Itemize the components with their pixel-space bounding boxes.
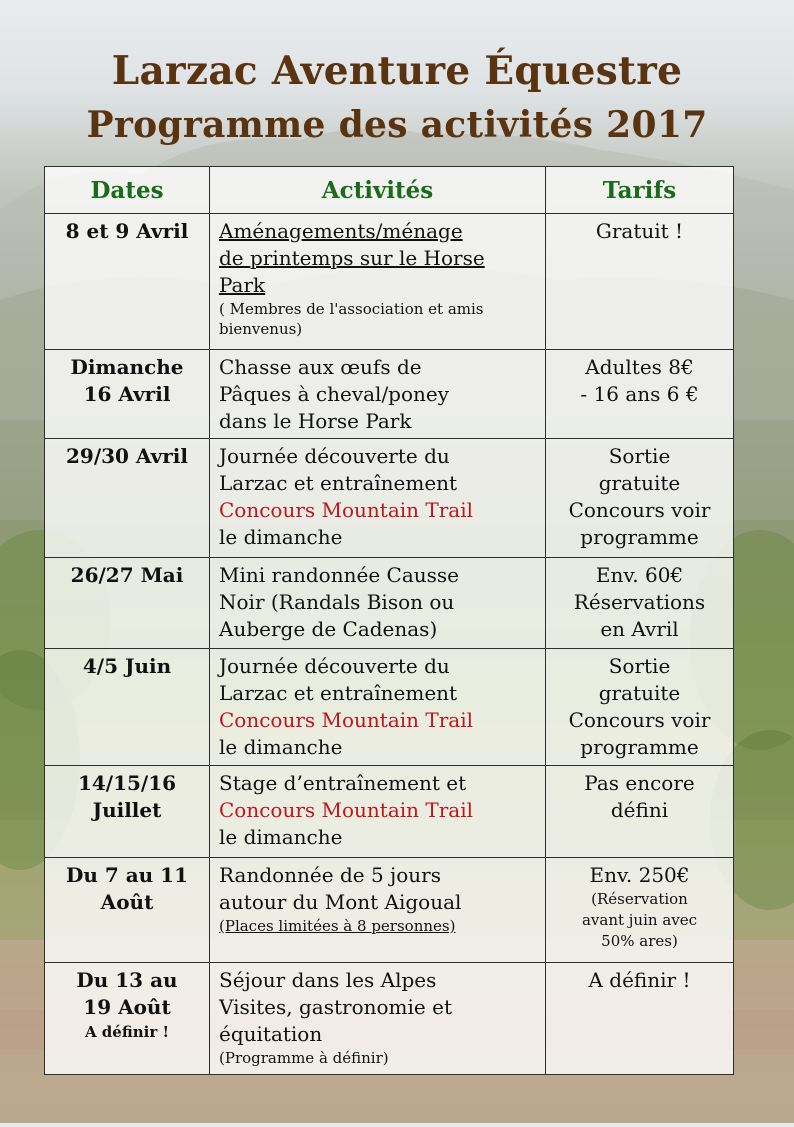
- row-activity: [210, 649, 546, 766]
- tarif-line: programme: [580, 525, 699, 549]
- date-line: Juillet: [92, 798, 162, 822]
- tarif-line: Concours voir: [568, 708, 711, 732]
- activity-line: Journée découverte du: [219, 444, 450, 468]
- activity-note: (Places limitées à 8 personnes): [219, 917, 456, 935]
- row-activity: [210, 963, 546, 1075]
- row-date: [45, 766, 210, 858]
- activity-line: Park: [219, 273, 266, 297]
- tarif-line: Concours voir: [568, 498, 711, 522]
- table-row: [45, 766, 734, 858]
- activity-line: Aménagements/ménage: [219, 219, 463, 243]
- tarif-line: Sortie: [608, 444, 671, 468]
- row-tarif: [546, 649, 734, 766]
- tarif-line: programme: [580, 735, 699, 759]
- tarif-line: Env. 250€: [589, 863, 690, 887]
- table-row: [45, 649, 734, 766]
- activity-line: Séjour dans les Alpes: [219, 968, 437, 992]
- date-line: 26/27 Mai: [70, 563, 184, 587]
- activity-note: bienvenus): [219, 320, 303, 338]
- date-line: Dimanche: [70, 355, 184, 379]
- tarif-line: Gratuit !: [595, 219, 684, 243]
- tarif-line: Env. 60€: [595, 563, 684, 587]
- date-line: 8 et 9 Avril: [65, 219, 189, 243]
- row-tarif: [546, 766, 734, 858]
- row-tarif: [546, 963, 734, 1075]
- activity-line: le dimanche: [219, 825, 343, 849]
- tarif-line: - 16 ans 6 €: [580, 382, 699, 406]
- tarif-line: défini: [610, 798, 669, 822]
- row-date: [45, 858, 210, 963]
- activity-line: le dimanche: [219, 525, 343, 549]
- date-line: 19 Août: [83, 995, 171, 1019]
- tarif-line: en Avril: [600, 617, 679, 641]
- tarif-line: Adultes 8€: [585, 355, 694, 379]
- row-date: [45, 649, 210, 766]
- date-line: Du 7 au 11: [65, 863, 189, 887]
- date-note: A définir !: [84, 1023, 170, 1041]
- activity-line: Stage d’entraînement et: [219, 771, 467, 795]
- row-tarif: [546, 558, 734, 649]
- activity-line-highlight: Concours Mountain Trail: [219, 798, 474, 822]
- table-row: [45, 963, 734, 1075]
- activity-line: Visites, gastronomie et: [219, 995, 452, 1019]
- tarif-note: (Réservation: [591, 890, 688, 908]
- row-tarif: [546, 350, 734, 439]
- table-row: [45, 214, 734, 350]
- table-row: [45, 439, 734, 558]
- row-activity: [210, 858, 546, 963]
- header-dates: Dates: [45, 167, 210, 214]
- tarif-line: A définir !: [588, 968, 691, 992]
- activity-line: autour du Mont Aigoual: [219, 890, 462, 914]
- activity-line: Randonnée de 5 jours: [219, 863, 441, 887]
- date-line: Août: [100, 890, 154, 914]
- activity-line: Mini randonnée Causse: [219, 563, 459, 587]
- table-row: [45, 558, 734, 649]
- activity-line: Chasse aux œufs de: [219, 355, 422, 379]
- activity-note: ( Membres de l'association et amis: [219, 300, 484, 318]
- activity-line: Larzac et entraînement: [219, 471, 458, 495]
- activity-line: Pâques à cheval/poney: [219, 382, 450, 406]
- tarif-line: Pas encore: [584, 771, 695, 795]
- header-tarifs: Tarifs: [546, 167, 734, 214]
- row-date: [45, 558, 210, 649]
- activity-line: Auberge de Cadenas): [219, 617, 438, 641]
- row-tarif: [546, 858, 734, 963]
- activity-line-highlight: Concours Mountain Trail: [219, 708, 474, 732]
- activity-line: dans le Horse Park: [219, 409, 412, 433]
- row-activity: [210, 439, 546, 558]
- row-activity: [210, 350, 546, 439]
- activity-line: Larzac et entraînement: [219, 681, 458, 705]
- program-table: [44, 166, 734, 1075]
- row-activity: [210, 214, 546, 350]
- row-activity: [210, 766, 546, 858]
- activity-line: Noir (Randals Bison ou: [219, 590, 455, 614]
- tarif-line: gratuite: [598, 471, 681, 495]
- activity-line: de printemps sur le Horse: [219, 246, 485, 270]
- table-row: [45, 858, 734, 963]
- header-activites: Activités: [210, 167, 546, 214]
- row-date: [45, 963, 210, 1075]
- date-line: 14/15/16: [77, 771, 177, 795]
- tarif-note: 50% ares): [601, 932, 678, 950]
- row-date: [45, 214, 210, 350]
- activity-line: le dimanche: [219, 735, 343, 759]
- row-activity: [210, 558, 546, 649]
- date-line: 4/5 Juin: [82, 654, 172, 678]
- table-header-row: [45, 167, 734, 214]
- date-line: 29/30 Avril: [66, 444, 188, 468]
- row-tarif: [546, 214, 734, 350]
- page-subtitle: Programme des activités 2017: [86, 104, 708, 146]
- tarif-line: Sortie: [608, 654, 671, 678]
- activity-line: Journée découverte du: [219, 654, 450, 678]
- row-date: [45, 439, 210, 558]
- table-row: [45, 350, 734, 439]
- row-tarif: [546, 439, 734, 558]
- tarif-line: Réservations: [573, 590, 706, 614]
- date-line: 16 Avril: [83, 382, 171, 406]
- tarif-note: avant juin avec: [581, 911, 698, 929]
- activity-note: (Programme à définir): [219, 1049, 389, 1067]
- page-title: Larzac Aventure Équestre: [111, 48, 683, 94]
- tarif-line: gratuite: [598, 681, 681, 705]
- activity-line-highlight: Concours Mountain Trail: [219, 498, 474, 522]
- activity-line: équitation: [219, 1022, 323, 1046]
- row-date: [45, 350, 210, 439]
- date-line: Du 13 au: [76, 968, 178, 992]
